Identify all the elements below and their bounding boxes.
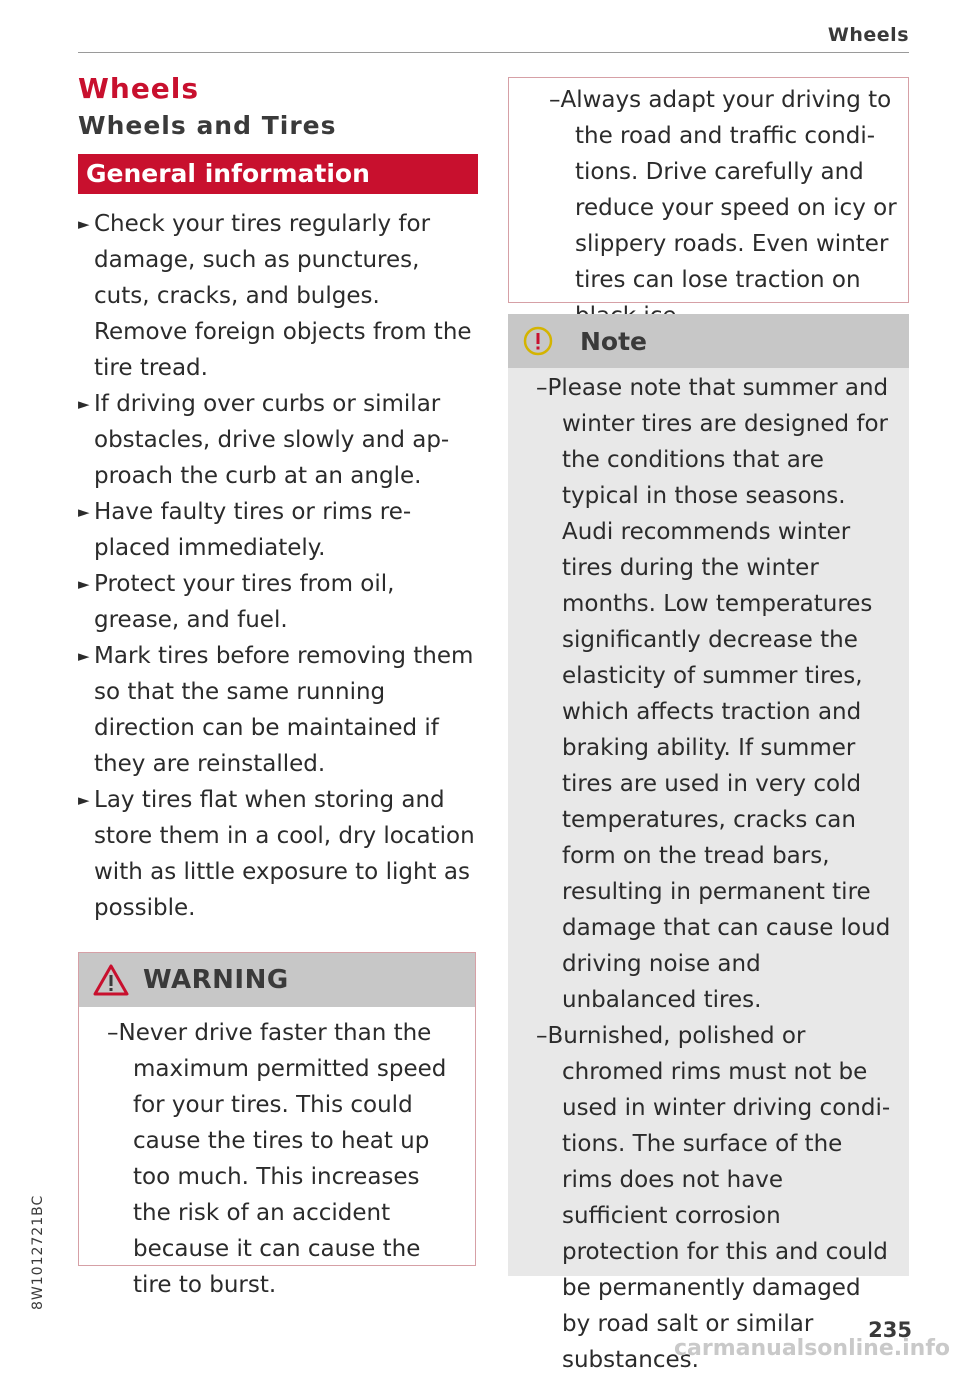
document-code: 8W1012721BC <box>30 1194 46 1310</box>
left-column <box>78 72 478 926</box>
bullet-triangle-icon: ► <box>78 395 90 413</box>
note-list <box>508 368 909 1378</box>
bullet-triangle-icon: ► <box>78 215 90 233</box>
list-item: ► Protect your tires from oil, grease, and fuel. <box>78 566 478 638</box>
warning-continued-box <box>508 77 909 303</box>
warning-list <box>79 1007 475 1303</box>
subsection-title: Wheels and Tires <box>78 111 337 140</box>
list-item: –Never drive faster than the maximum permitted speed for your tires. This could cause the tires to heat up too much. This increases the risk of an accident because it can cause the tire to burst. <box>107 1020 447 1298</box>
header-divider <box>78 52 909 53</box>
list-item: ► Check your tires regularly for damage, such as punctures, cuts, cracks, and bulges. Remove foreign objects from the tire tread. <box>78 206 478 386</box>
warning-triangle-icon <box>93 964 129 996</box>
warning-label: WARNING <box>143 965 289 995</box>
list-item: ► Have faulty tires or rims replaced immediately. <box>78 494 478 566</box>
note-label: Note <box>580 326 648 356</box>
bullet-triangle-icon: ► <box>78 503 90 521</box>
general-information-list <box>78 206 478 926</box>
page-number: 235 <box>868 1318 912 1342</box>
list-item: ► Mark tires before removing them so that the same running direction can be maintained if they are reinstalled. <box>78 638 478 782</box>
bullet-triangle-icon: ► <box>78 575 90 593</box>
warning-box <box>78 952 476 1298</box>
list-item: –Always adapt your driving to the road and traffic conditions. Drive carefully and reduce your speed on icy or slippery roads. Even winter tires can lose traction on <box>549 87 897 293</box>
running-header-title: Wheels <box>827 24 909 46</box>
watermark: carmanualsonline.info <box>674 1336 950 1361</box>
list-item: ► Lay tires flat when storing and store them in a cool, dry location with as little exposure to light as possible. <box>78 782 478 926</box>
warning-header <box>79 953 475 1007</box>
warning-continued-list <box>523 82 898 334</box>
bullet-triangle-icon: ► <box>78 791 90 809</box>
bullet-triangle-icon: ► <box>78 647 90 665</box>
note-header <box>508 314 909 368</box>
section-title: Wheels <box>78 72 200 105</box>
list-item: –Please note that summer and winter tires are designed for the conditions that are typical in those seasons. Audi recommends winter tires during the winter months. Low temperatures significantly decrease the elasticity of summer tires, which affects traction and braking ability. If summer tires are used in very cold temperatures, cracks can form on the tread bars, resulting in permanent tire damage that can cause loud driving noise and unbalanced tires. <box>536 375 891 1013</box>
list-item: ► If driving over curbs or similar obstacles, drive slowly and approach the curb at an angle. <box>78 386 478 494</box>
list-item: –Burnished, polished or chromed rims must not be used in winter driving conditions. The surface of the rims does not have sufficient corrosion protection for this and could be permanently damaged by road salt or similar substances. <box>536 1023 891 1373</box>
general-information-heading: General information <box>78 154 478 194</box>
caution-circle-icon <box>522 325 554 357</box>
